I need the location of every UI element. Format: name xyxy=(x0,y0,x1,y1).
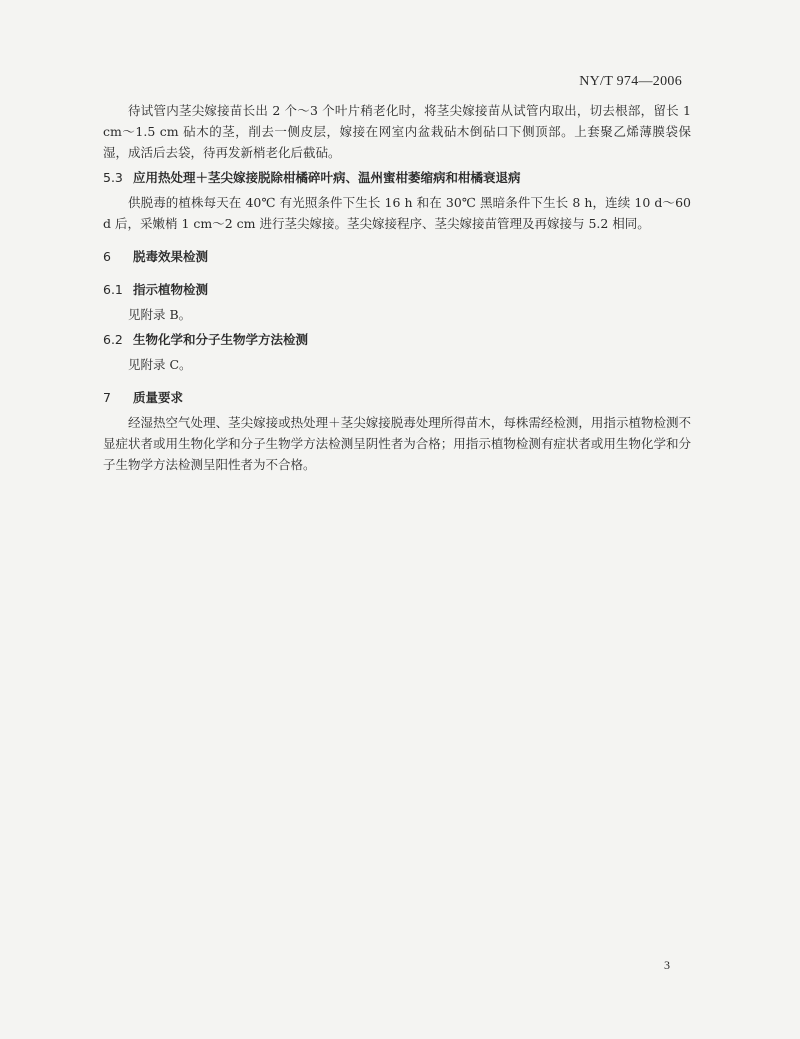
section-5-3-number: 5.3 xyxy=(103,170,123,185)
section-6-number: 6 xyxy=(103,249,111,264)
section-7-number: 7 xyxy=(103,390,111,405)
section-6-1-heading xyxy=(103,279,691,300)
paragraph-appendix-c: 见附录 C。 xyxy=(128,357,192,372)
section-6-2-number: 6.2 xyxy=(103,332,123,347)
section-7-heading xyxy=(103,387,691,408)
paragraph-graft-transplant: 待试管内茎尖嫁接苗长出 2 个～3 个叶片稍老化时，将茎尖嫁接苗从试管内取出，切去根部，留长 1 cm～1.5 cm 砧木的茎，削去一侧皮层，嫁接在网室内盆栽砧木倒砧口下侧顶部。上套聚乙烯薄膜袋保湿，成活后去袋，待再发新梢老化后截砧。 xyxy=(103,103,691,160)
paragraph-heat-treatment: 供脱毒的植株每天在 40℃ 有光照条件下生长 16 h 和在 30℃ 黑暗条件下生长 8 h，连续 10 d～60 d 后，采嫩梢 1 cm～2 cm 进行茎尖嫁接。茎尖嫁接程序、茎尖嫁接苗管理及再嫁接与 5.2 相同。 xyxy=(103,195,691,231)
section-6-title: 脱毒效果检测 xyxy=(133,249,209,264)
section-6-1-number: 6.1 xyxy=(103,282,123,297)
paragraph-quality-requirements: 经湿热空气处理、茎尖嫁接或热处理＋茎尖嫁接脱毒处理所得苗木，每株需经检测，用指示植物检测不显症状者或用生物化学和分子生物学方法检测呈阴性者为合格；用指示植物检测有症状者或用生物化学和分子生物学方法检测呈阳性者为不合格。 xyxy=(103,415,691,472)
section-5-3-title: 应用热处理＋茎尖嫁接脱除柑橘碎叶病、温州蜜柑萎缩病和柑橘衰退病 xyxy=(133,170,521,185)
section-6-heading xyxy=(103,246,691,267)
section-7-title: 质量要求 xyxy=(133,390,184,405)
section-5-3-heading xyxy=(103,167,691,188)
paragraph-appendix-b: 见附录 B。 xyxy=(128,307,192,322)
section-6-2-title: 生物化学和分子生物学方法检测 xyxy=(133,332,309,347)
page-number: 3 xyxy=(664,958,670,972)
document-body xyxy=(103,100,691,475)
section-6-2-heading xyxy=(103,329,691,350)
section-6-1-title: 指示植物检测 xyxy=(133,282,209,297)
standard-code: NY/T 974—2006 xyxy=(579,74,682,89)
